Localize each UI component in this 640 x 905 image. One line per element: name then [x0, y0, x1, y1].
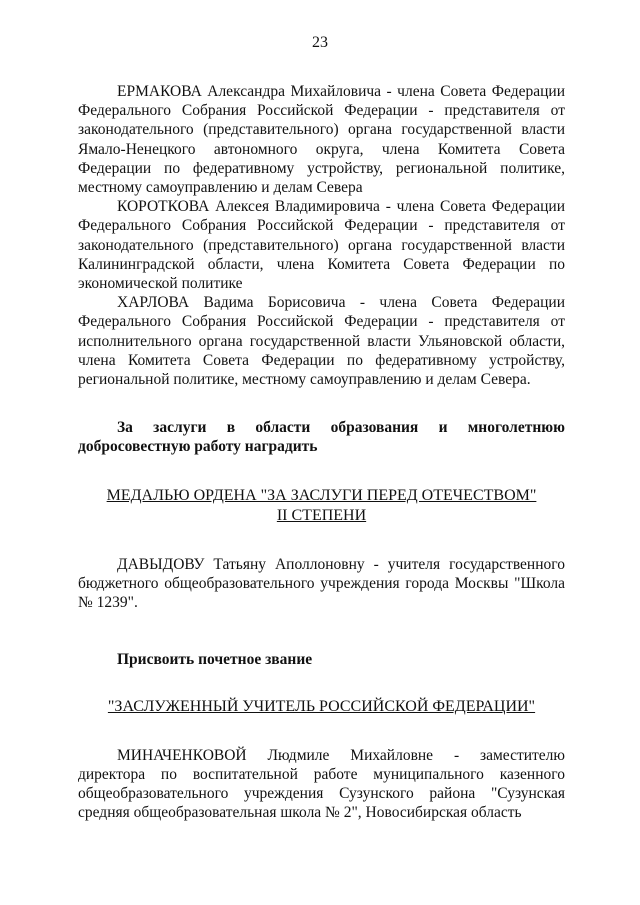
assign-title-heading: Присвоить почетное звание: [117, 651, 313, 669]
medal-title-line-1: МЕДАЛЬЮ ОРДЕНА "ЗА ЗАСЛУГИ ПЕРЕД ОТЕЧЕСТВОМ": [106, 486, 537, 504]
paragraph-korotkov: КОРОТКОВА Алексея Владимировича - члена Совета Федерации Федерального Собрания Российской Федерации - представителя от законодательного (представительного) органа государственной власти Калининградской области, члена Комитета Совета Федерации по экономической политике: [78, 198, 565, 293]
paragraph-ermakov: ЕРМАКОВА Александра Михайловича - члена Совета Федерации Федерального Собрания Российской Федерации - представителя от законодательного (представительного) органа государственной власти Ямало-Ненецкого автономного округа, члена Комитета Совета Федерации по федеративному устройству, региональной политике, местному самоуправлению и делам Севера: [78, 83, 565, 197]
honor-title: "ЗАСЛУЖЕННЫЙ УЧИТЕЛЬ РОССИЙСКОЙ ФЕДЕРАЦИИ": [107, 698, 536, 716]
paragraph-kharlov: ХАРЛОВА Вадима Борисовича - члена Совета Федерации Федерального Собрания Российской Федерации - представителя от исполнительного органа государственной власти Ульяновской области, члена Комитета Совета Федерации по федеративному устройству, региональной политике, местному самоуправлению и делам Севера.: [78, 294, 565, 389]
medal-title: [78, 486, 565, 526]
medal-title-line-2: II СТЕПЕНИ: [276, 506, 367, 524]
page-number: 23: [312, 34, 328, 51]
paragraph-davydova: ДАВЫДОВУ Татьяну Аполлоновну - учителя государственного бюджетного общеобразовательного учреждения города Москвы "Школа № 1239".: [78, 555, 565, 612]
document-body: [78, 82, 565, 822]
award-header: За заслуги в области образования и многолетнюю добросовестную работу наградить: [78, 419, 565, 456]
paragraph-minachenkova: МИНАЧЕНКОВОЙ Людмиле Михайловне - заместителю директора по воспитательной работе муниципального казенного общеобразовательного учреждения Сузунского района "Сузунская средняя общеобразовательная школа № 2", Новосибирская область: [78, 746, 565, 822]
